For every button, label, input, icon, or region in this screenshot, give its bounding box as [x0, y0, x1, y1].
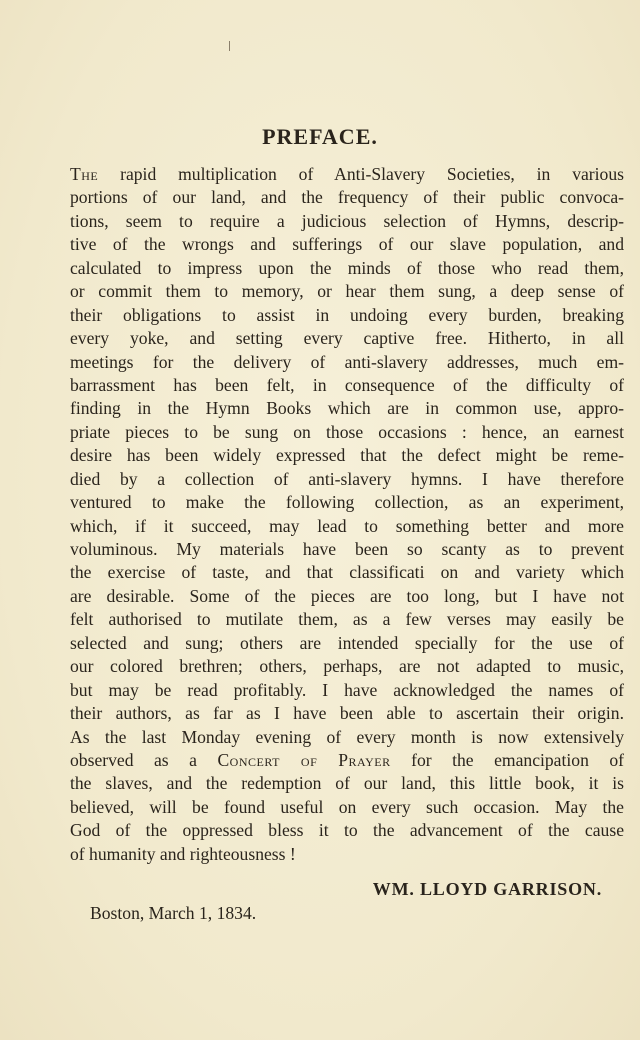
text-line: calculated to impress upon the minds of those who read them, — [70, 257, 624, 278]
text-line-content: rapid multiplication of Anti-Slavery Societies, in various — [98, 164, 624, 184]
text-line: barrassment has been felt, in consequence of the difficulty of — [70, 374, 624, 395]
text-line: voluminous. My materials have been so scanty as to prevent — [70, 539, 624, 559]
text-line: but may be read profitably. I have acknowledged the names of — [70, 679, 624, 700]
text-line: died by a collection of anti-slavery hymns. I have therefore — [70, 468, 624, 489]
text-line — [70, 163, 624, 186]
text-line: portions of our land, and the frequency of their public convoca- — [70, 187, 624, 208]
text-line: desire has been widely expressed that the defect might be reme- — [70, 445, 624, 466]
text-line: which, if it succeed, may lead to something better and more — [70, 515, 624, 536]
text-line: of humanity and righteousness ! — [70, 843, 296, 864]
text-line: believed, will be found useful on every such occasion. May the — [70, 796, 624, 817]
text-line: selected and sung; others are intended specially for the use of — [70, 632, 624, 653]
author-signature: WM. LLOYD GARRISON. — [372, 879, 602, 899]
text-line — [70, 749, 624, 772]
text-line: their obligations to assist in undoing every burden, breaking — [70, 304, 624, 325]
text-line: tions, seem to require a judicious selection of Hymns, descrip- — [70, 210, 624, 231]
text-line: priate pieces to be sung on those occasions : hence, an earnest — [70, 421, 624, 442]
page-title: PREFACE. — [262, 124, 378, 149]
place-date-line: Boston, March 1, 1834. — [90, 903, 257, 923]
text-line: felt authorised to mutilate them, as a few verses may easily be — [70, 609, 624, 630]
text-line: our colored brethren; others, perhaps, are not adapted to music, — [70, 656, 624, 677]
text-line: their authors, as far as I have been able to ascertain their origin. — [70, 703, 624, 724]
text-line-content: observed as a — [70, 749, 218, 770]
text-line-content: for the emancipation of — [390, 749, 625, 770]
text-line: As the last Monday evening of every month is now extensively — [70, 726, 624, 747]
text-line: the slaves, and the redemption of our land, this little book, it is — [70, 773, 624, 794]
text-line: meetings for the delivery of anti-slavery addresses, much em- — [70, 351, 624, 372]
text-line: or commit them to memory, or hear them sung, a deep sense of — [70, 281, 624, 302]
text-line: finding in the Hymn Books which are in common use, appro- — [70, 398, 624, 419]
text-line: God of the oppressed bless it to the advancement of the cause — [70, 820, 624, 841]
text-line: are desirable. Some of the pieces are too long, but I have not — [70, 585, 624, 606]
text-line: tive of the wrongs and sufferings of our slave population, and — [70, 234, 624, 255]
text-line: ventured to make the following collection, as an experiment, — [70, 492, 624, 513]
page-mark — [229, 41, 230, 51]
preface-paragraph — [70, 163, 624, 866]
text-line: every yoke, and setting every captive free. Hitherto, in all — [70, 328, 624, 349]
first-word: The — [70, 164, 99, 184]
concert-of-prayer: Concert of Prayer — [217, 749, 391, 770]
text-line: the exercise of taste, and that classificati on and variety which — [70, 562, 624, 583]
